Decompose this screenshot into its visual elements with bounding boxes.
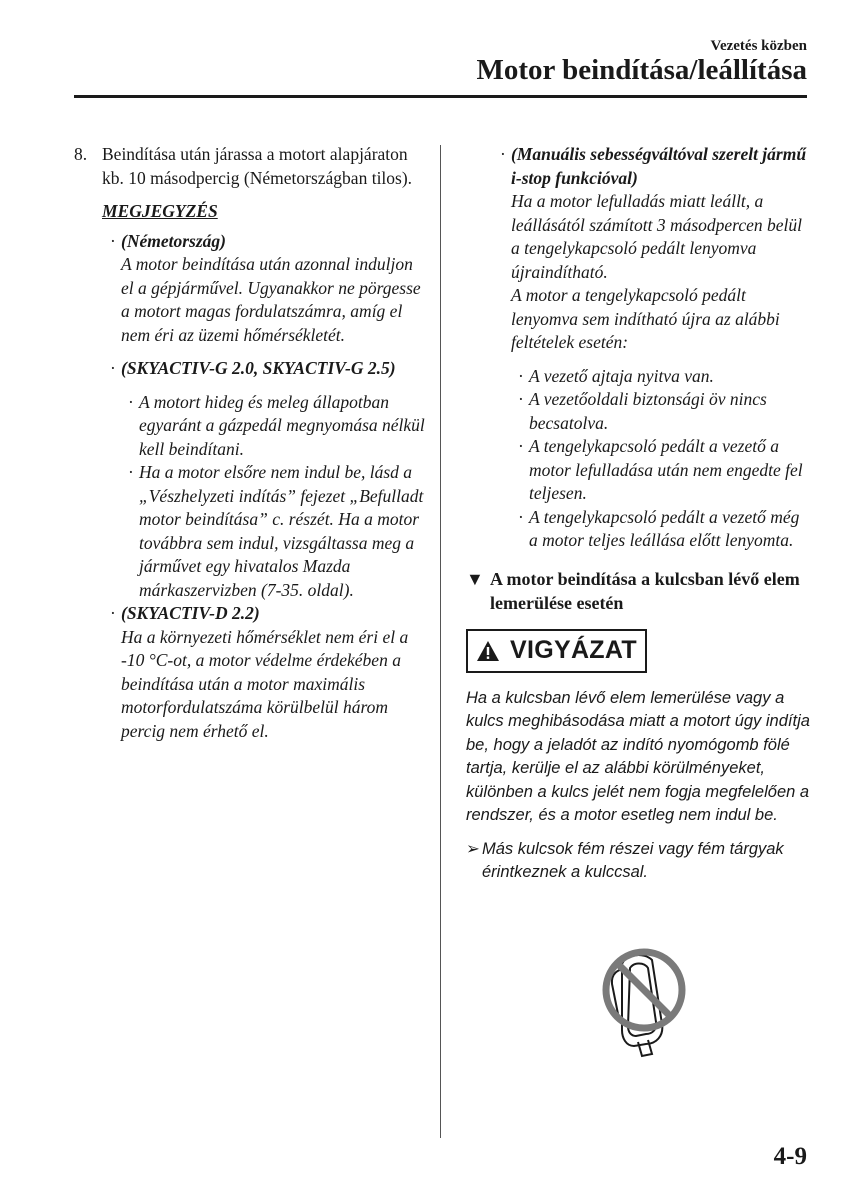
left-column — [74, 143, 429, 743]
subheading-text: A motor beindítása a kulcsban lévő elem lemerülése esetén — [490, 568, 800, 613]
warning-label: VIGYÁZAT — [510, 635, 637, 664]
condition-text: A vezető ajtaja nyitva van. — [529, 365, 714, 386]
right-column — [466, 143, 811, 885]
condition-text: A vezetőoldali biztonsági öv nincs becsatolva. — [529, 389, 767, 433]
page-number: 4-9 — [773, 1143, 807, 1170]
note-bullet-skyactiv-g: · (SKYACTIV-G 2.0, SKYACTIV-G 2.5) — [110, 357, 429, 381]
condition-item: · A vezetőoldali biztonsági öv nincs becsatolva. — [518, 388, 811, 435]
condition-text: A tengelykapcsoló pedált a vezető a motor lefulladása után nem engedte fel teljesen. — [529, 436, 803, 503]
condition-item: · A vezető ajtaja nyitva van. — [518, 365, 811, 389]
condition-item: · A tengelykapcsoló pedált a vezető még a motor teljes leállása előtt lenyomta. — [518, 506, 811, 553]
item-text: Beindítása után járassa a motort alapjáraton kb. 10 másodpercig (Németországban tilos). — [102, 144, 413, 188]
arrow-bullet-icon: ➢ — [466, 839, 480, 858]
caution-bullet-text: Más kulcsok fém részei vagy fém tárgyak érintkeznek a kulccsal. — [482, 839, 784, 881]
bullet-heading: (Németország) — [121, 230, 226, 251]
section-label: Vezetés közben — [710, 38, 807, 54]
header-rule — [74, 95, 807, 98]
triangle-down-icon: ▼ — [466, 568, 484, 589]
caution-text: Ha a kulcsban lévő elem lemerülése vagy a kulcs meghibásodása miatt a motort úgy indítja be, hogy a jeladót az indító nyomógomb fölé tartja, kerülje el az alábbi körülményeket, különben a kulcs jelét nem fogja megfelelően a rendszer, és a motor esetleg nem indul be. — [466, 688, 810, 824]
manual-transmission-bullet: · (Manuális sebességváltóval szerelt jármű i-stop funkcióval) Ha a motor lefulladás miatt leállt, a leállásától számított 3 másodpercen belül a tengelykapcsoló pedált lenyomva újraindítható. A motor a tengelykapcsoló pedált lenyomva sem indítható újra az alábbi feltételek esetén: — [500, 143, 811, 355]
sub-bullet-text: A motort hideg és meleg állapotban egyaránt a gázpedál megnyomása nélkül kell beindítani. — [139, 391, 425, 459]
key-prohibited-icon — [598, 944, 690, 1058]
bullet-heading: (SKYACTIV-D 2.2) — [121, 603, 260, 623]
warning-box — [466, 629, 647, 673]
note-bullet-germany: · (Németország) A motor beindítása után azonnal induljon el a gépjárművel. Ugyanakkor ne pörgesse a motort magas fordulatszámra, amíg el nem éri az üzemi hőmérsékletét. — [110, 230, 429, 348]
condition-item: · A tengelykapcsoló pedált a vezető a motor lefulladása után nem engedte fel teljesen. — [518, 435, 811, 506]
sub-bullet: · A motort hideg és meleg állapotban egyaránt a gázpedál megnyomása nélkül kell beindítani. — [128, 391, 429, 462]
sub-bullet-text: Ha a motor elsőre nem indul be, lásd a „Vészhelyzeti indítás” fejezet „Befulladt motor beindítása” c. részét. Ha a motor továbbra sem indul, vizsgáltassa meg a járművet egy hivatalos Mazda márkaszervizben (7-35. oldal). — [139, 462, 424, 600]
numbered-item — [74, 143, 429, 190]
sub-bullet: · Ha a motor elsőre nem indul be, lásd a „Vészhelyzeti indítás” fejezet „Befulladt motor beindítása” c. részét. Ha a motor továbbra sem indul, vizsgáltassa meg a járművet egy hivatalos Mazda márkaszervizben (7-35. oldal). — [128, 461, 429, 602]
caution-bullet — [466, 838, 811, 885]
bullet-heading: (SKYACTIV-G 2.0, SKYACTIV-G 2.5) — [121, 358, 396, 378]
warning-triangle-icon — [476, 640, 500, 662]
condition-text: A tengelykapcsoló pedált a vezető még a motor teljes leállása előtt lenyomta. — [529, 506, 800, 550]
note-bullet-skyactiv-d: · (SKYACTIV-D 2.2) Ha a környezeti hőmérséklet nem éri el a -10 °C-ot, a motor védelme érdekében a beindítása után a motor maximális motorfordulatszáma körülbelül három percig nem érhető el. — [110, 602, 429, 743]
manual-heading: (Manuális sebességváltóval szerelt jármű i-stop funkcióval) — [511, 144, 807, 188]
section-subheading — [466, 567, 811, 615]
item-number: 8. — [74, 144, 88, 164]
chapter-title: Motor beindítása/leállítása — [476, 54, 807, 86]
manual-paragraph-2: A motor a tengelykapcsoló pedált lenyomva sem indítható újra az alábbi feltételek esetén: — [511, 285, 780, 352]
note-title: MEGJEGYZÉS — [102, 201, 218, 221]
column-divider — [440, 145, 441, 1138]
bullet-text: A motor beindítása után azonnal induljon el a gépjárművel. Ugyanakkor ne pörgesse a motort magas fordulatszámra, amíg el nem éri az üzemi hőmérsékletét. — [121, 254, 421, 345]
manual-paragraph-1: Ha a motor lefulladás miatt leállt, a leállásától számított 3 másodpercen belül a tengelykapcsoló pedált lenyomva újraindítható. — [511, 191, 802, 282]
bullet-text: Ha a környezeti hőmérséklet nem éri el a -10 °C-ot, a motor védelme érdekében a beindítása után a motor maximális motorfordulatszáma körülbelül három percig nem érhető el. — [121, 626, 409, 741]
